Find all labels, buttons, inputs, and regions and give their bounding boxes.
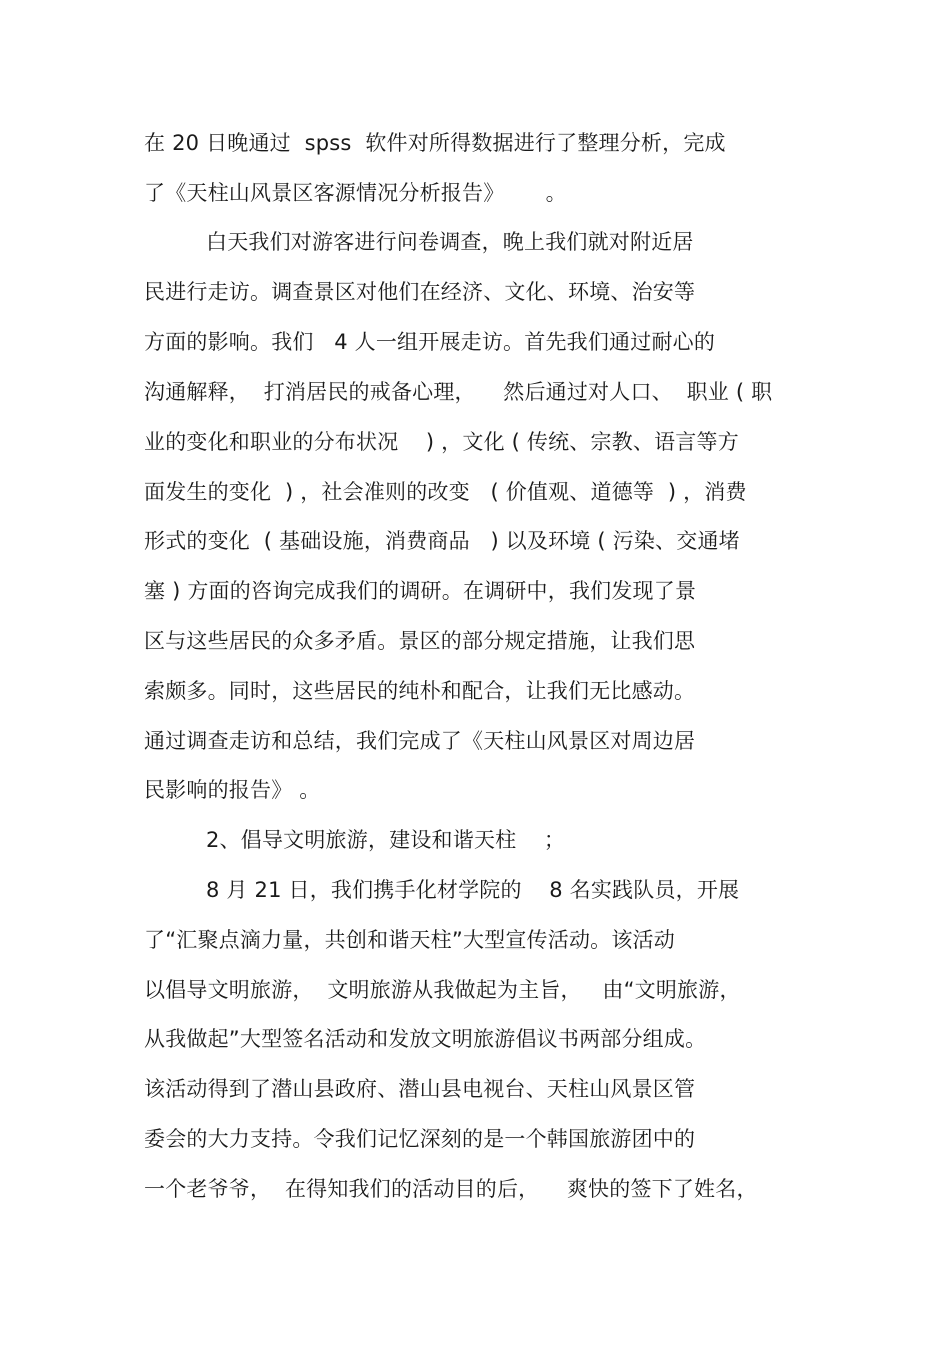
text-line: 面发生的变化 ) ，社会准则的改变 ( 价值观、道德等 ) ，消费 bbox=[144, 480, 747, 504]
text-line: 区与这些居民的众多矛盾。景区的部分规定措施，让我们思 bbox=[144, 629, 696, 653]
text-line: 通过调查走访和总结，我们完成了《天柱山风景区对周边居 bbox=[144, 729, 696, 753]
text-line: 从我做起”大型签名活动和发放文明旅游倡议书两部分组成。 bbox=[144, 1027, 707, 1051]
text-line: 方面的影响。我们 4 人一组开展走访。首先我们通过耐心的 bbox=[144, 330, 716, 354]
text-line: 民进行走访。调查景区对他们在经济、文化、环境、治安等 bbox=[144, 280, 696, 304]
text-line: 在 20 日晚通过 spss 软件对所得数据进行了整理分析，完成 bbox=[144, 131, 726, 155]
text-line: 民影响的报告》 。 bbox=[144, 778, 321, 802]
text-line: 了《天柱山风景区客源情况分析报告》 。 bbox=[144, 181, 567, 205]
text-line: 一个老爷爷， 在得知我们的活动目的后， 爽快的签下了姓名， bbox=[144, 1177, 758, 1201]
text-line: 以倡导文明旅游， 文明旅游从我做起为主旨， 由“文明旅游， bbox=[144, 978, 741, 1002]
text-line: 沟通解释， 打消居民的戒备心理， 然后通过对人口、 职业 ( 职 bbox=[144, 380, 773, 404]
text-line: 塞 ) 方面的咨询完成我们的调研。在调研中，我们发现了景 bbox=[144, 579, 697, 603]
text-line: 了“汇聚点滴力量，共创和谐天柱”大型宣传活动。该活动 bbox=[144, 928, 675, 952]
text-line: 索颇多。同时，这些居民的纯朴和配合，让我们无比感动。 bbox=[144, 679, 696, 703]
section-heading: 2、倡导文明旅游，建设和谐天柱 ； bbox=[206, 828, 566, 852]
paragraph-start-line: 8 月 21 日，我们携手化材学院的 8 名实践队员，开展 bbox=[206, 878, 740, 902]
paragraph-start-line: 白天我们对游客进行问卷调查，晚上我们就对附近居 bbox=[206, 230, 694, 254]
text-line: 委会的大力支持。令我们记忆深刻的是一个韩国旅游团中的 bbox=[144, 1127, 696, 1151]
text-line: 业的变化和职业的分布状况 ) ，文化 ( 传统、宗教、语言等方 bbox=[144, 430, 739, 454]
text-line: 形式的变化 ( 基础设施，消费商品 ) 以及环境 ( 污染、交通堵 bbox=[144, 529, 740, 553]
text-line: 该活动得到了潜山县政府、潜山县电视台、天柱山风景区管 bbox=[144, 1077, 696, 1101]
